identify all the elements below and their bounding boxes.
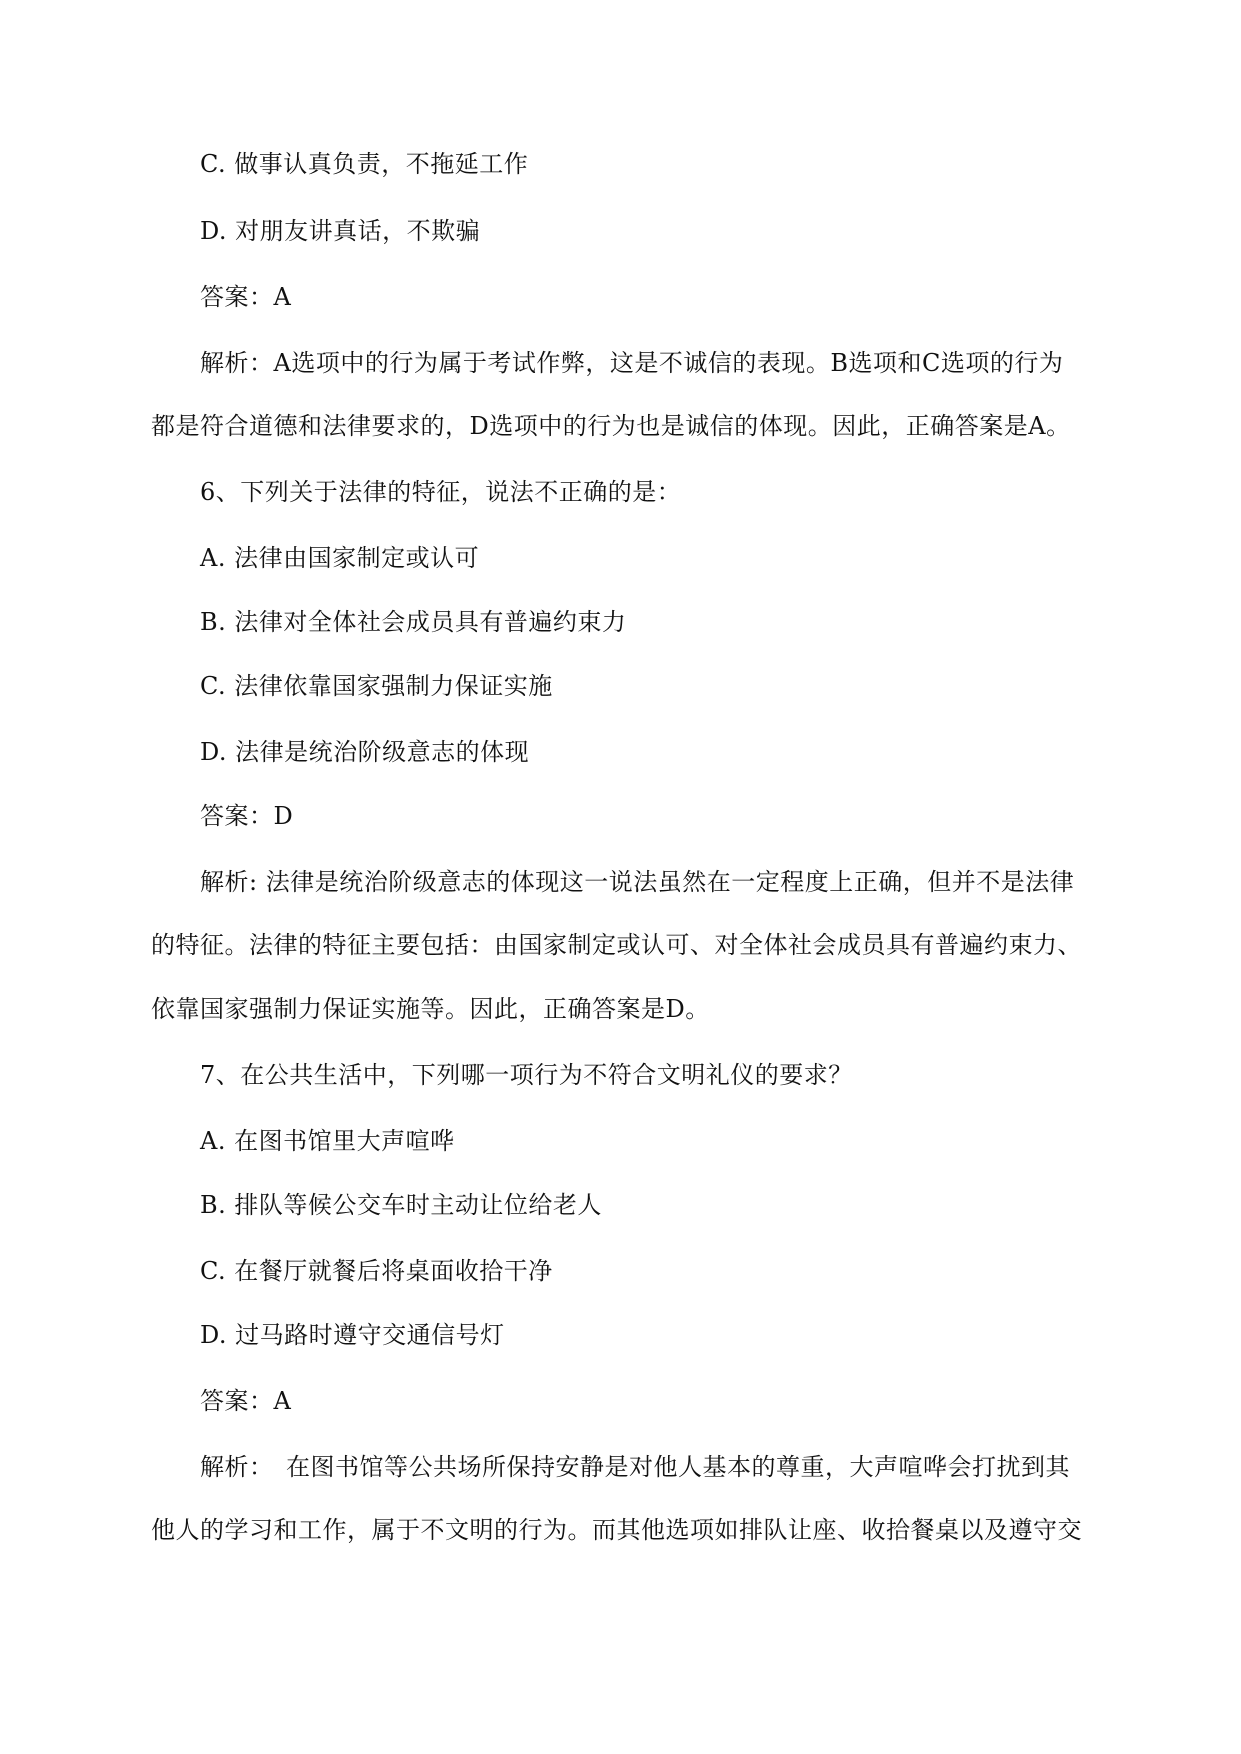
answer-q5: 答案：A [200, 283, 292, 311]
answer-q6: 答案：D [200, 802, 294, 830]
option-d-q7: D. 过马路时遵守交通信号灯 [200, 1321, 505, 1349]
answer-q7: 答案：A [200, 1387, 292, 1415]
explanation-q6-line-1: 解析: 法律是统治阶级意志的体现这一说法虽然在一定程度上正确，但并不是法律 [200, 868, 1075, 896]
option-c-q6: C. 法律依靠国家强制力保证实施 [200, 672, 553, 700]
explanation-q7-line-2: 他人的学习和工作，属于不文明的行为。而其他选项如排队让座、收拾餐桌以及遵守交 [151, 1516, 1082, 1544]
option-a-q6: A. 法律由国家制定或认可 [200, 544, 480, 572]
explanation-q5-line-2: 都是符合道德和法律要求的，D选项中的行为也是诚信的体现。因此，正确答案是A。 [151, 412, 1071, 440]
option-d-q6: D. 法律是统治阶级意志的体现 [200, 738, 530, 766]
option-b-q7: B. 排队等候公交车时主动让位给老人 [200, 1191, 602, 1219]
explanation-q6-line-3: 依靠国家强制力保证实施等。因此，正确答案是D。 [151, 995, 710, 1023]
option-c-q7: C. 在餐厅就餐后将桌面收拾干净 [200, 1257, 553, 1285]
option-d-q5: D. 对朋友讲真话，不欺骗 [200, 217, 481, 245]
explanation-q5-line-1: 解析：A选项中的行为属于考试作弊，这是不诚信的表现。B选项和C选项的行为 [200, 349, 1064, 377]
question-6: 6、下列关于法律的特征，说法不正确的是： [200, 478, 682, 506]
option-a-q7: A. 在图书馆里大声喧哗 [200, 1127, 455, 1155]
explanation-q6-line-2: 的特征。法律的特征主要包括：由国家制定或认可、对全体社会成员具有普遍约束力、 [151, 931, 1082, 959]
explanation-q7-line-1: 解析： 在图书馆等公共场所保持安静是对他人基本的尊重，大声喧哗会打扰到其 [200, 1453, 1070, 1481]
option-b-q6: B. 法律对全体社会成员具有普遍约束力 [200, 608, 627, 636]
question-7: 7、在公共生活中，下列哪一项行为不符合文明礼仪的要求？ [200, 1061, 853, 1089]
option-c-q5: C. 做事认真负责，不拖延工作 [200, 150, 529, 178]
